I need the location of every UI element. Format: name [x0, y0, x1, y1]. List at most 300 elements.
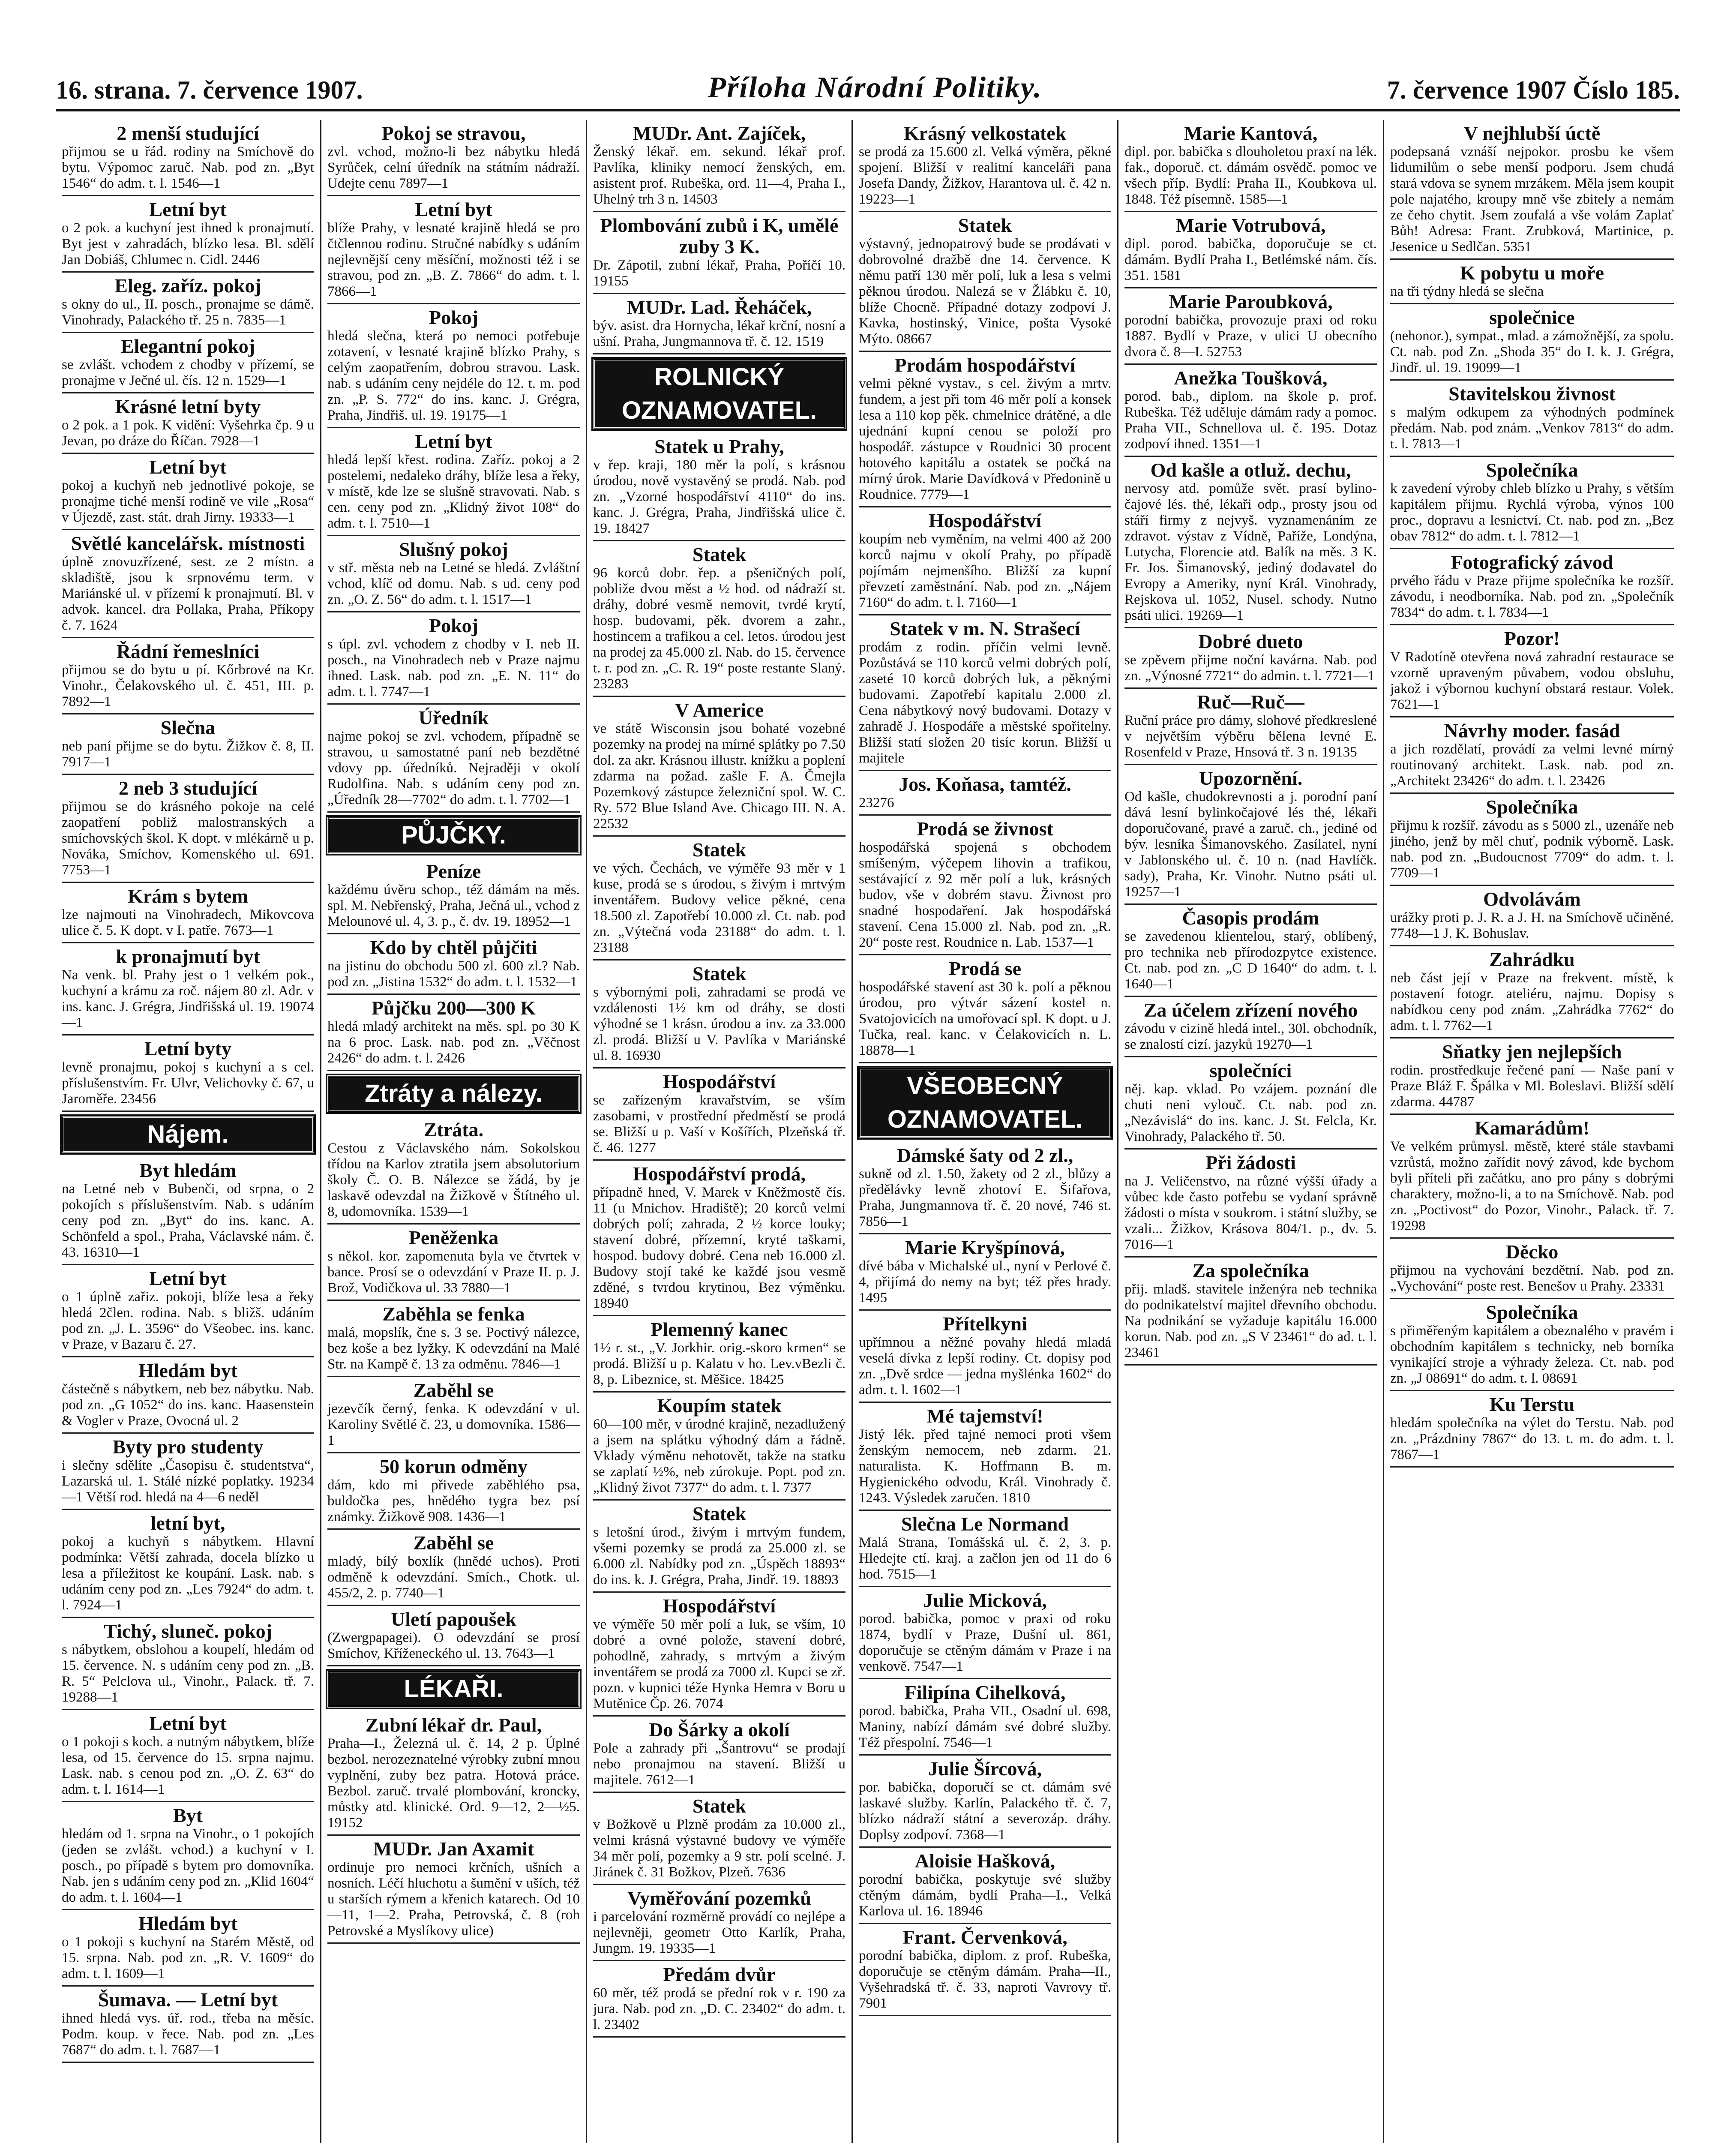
- ad-title: Hospodářství: [663, 1071, 776, 1093]
- classified-ad: [1390, 946, 1674, 1038]
- ad-body: neb paní přijme se do bytu. Žižkov č. 8, II. 7917—1: [62, 738, 314, 770]
- classified-ad: [327, 1836, 580, 1944]
- ad-title: Tichý, sluneč. pokoj: [104, 1620, 272, 1642]
- ad-title: Pokoj se stravou,: [381, 122, 526, 144]
- newspaper-page: [56, 60, 1680, 2143]
- ad-title: Od kašle a otluž. dechu,: [1150, 459, 1351, 481]
- classified-ad: [593, 120, 846, 212]
- column-4: [853, 120, 1118, 2143]
- classified-ad: [1124, 997, 1377, 1057]
- ad-title: Julie Micková,: [923, 1589, 1047, 1611]
- ad-body: na tři týdny hledá se slečna: [1390, 284, 1544, 299]
- ad-title: Pokoj: [429, 615, 478, 636]
- ad-title: Statek u Prahy,: [654, 435, 784, 457]
- ad-title: Hledám byt: [138, 1912, 238, 1934]
- ad-title: Zaběhl se: [413, 1379, 494, 1401]
- column-2: [321, 120, 587, 2143]
- ad-body: najme pokoj se zvl. vchodem, případně se stravou, u samostatné paní neb bezdětné vdovy pp. úředníků. Nejraději v okolí Rudolfina. Nab. s udáním ceny pod zn. „Úředník 28—7702“ do adm. t. l. 7702—1: [327, 729, 580, 807]
- ad-body: porod. bab., diplom. na škole p. prof. Rubeška. Též uděluje dámám rady a pomoc. Praha VII., Schnellova ul. č. 195. Dotaz zodpoví ihned. 1351—1: [1124, 389, 1377, 452]
- ad-title: Hospodářství prodá,: [633, 1163, 806, 1185]
- classified-ad: [327, 1606, 580, 1666]
- ad-title: Šumava. — Letní byt: [98, 1989, 278, 2011]
- ad-body: urážky proti p. J. R. a J. H. na Smíchově učiněné. 7748—1 J. K. Bohuslav.: [1390, 910, 1674, 941]
- ad-title: Jos. Koňasa, tamtéž.: [899, 773, 1071, 795]
- header-left: 16. strana. 7. července 1907.: [56, 76, 363, 104]
- classified-ad: [1390, 717, 1674, 794]
- ad-body: 60 měr, též prodá se přední rok v r. 190 za jura. Nab. pod zn. „D. C. 23402“ do adm. t. l. 23402: [593, 1985, 846, 2032]
- ad-title: MUDr. Jan Axamit: [373, 1838, 534, 1860]
- column-3: [587, 120, 853, 2143]
- ad-title: Krásné letní byty: [115, 396, 261, 417]
- classified-ad: [62, 196, 314, 273]
- ad-title: Zahrádku: [1489, 948, 1575, 970]
- ad-title: Letní byt: [149, 456, 227, 478]
- ad-title: Společníka: [1486, 1301, 1578, 1323]
- ad-title: 2 neb 3 studující: [118, 777, 258, 799]
- ad-title: Slečna Le Normand: [901, 1513, 1069, 1535]
- ad-body: prvého řádu v Praze přijme společníka ke rozšíř. závodu, i neodborníka. Nab. pod zn. „Společník 7834“ do adm. t. l. 7834—1: [1390, 573, 1674, 620]
- classified-ad: [1124, 689, 1377, 765]
- ad-title: Dámské šaty od 2 zl.,: [896, 1144, 1073, 1166]
- ad-body: s někol. kor. zapomenuta byla ve čtvrtek v bance. Prosí se o odevzdání v Praze II. p. J. Brož, Vodičkova ul. 33 7880—1: [327, 1249, 580, 1296]
- ad-title: Upozornění.: [1199, 767, 1303, 789]
- ad-body: Cestou z Václavského nám. Sokolskou třídou na Karlov ztratila jsem absolutorium školy Č. O. B. Nálezce se žádá, by je laskavě odevzdal na Žižkově v Štítného ul. 8, udomovníka. 1539—1: [327, 1141, 580, 1219]
- classified-ad: [62, 333, 314, 393]
- classified-ad: [593, 960, 846, 1068]
- ad-body: na Letné neb v Bubenči, od srpna, o 2 pokojích s příslušenstvím. Nab. s udáním ceny pod zn. „Byt“ do ins. kanc. A. Schönfeld a spol., Praha, Václavské nám. č. 43. 16310—1: [62, 1181, 314, 1260]
- classified-ad: [1390, 457, 1674, 549]
- classified-ad: [1124, 1057, 1377, 1150]
- ad-body: mladý, bílý boxlík (hnědé uchos). Proti odměně k odevzdání. Smích., Chotk. ul. 455/2, 2. p. 7740—1: [327, 1554, 580, 1601]
- ad-title: Frant. Červenková,: [902, 1926, 1067, 1948]
- ad-title: Dobré dueto: [1198, 630, 1303, 652]
- ad-title: Anežka Toušková,: [1174, 367, 1328, 389]
- ad-body: s malým odkupem za výhodných podmínek předám. Nab. pod znám. „Venkov 7813“ do adm. t. l. 7813—1: [1390, 405, 1674, 452]
- classified-ad: [859, 212, 1111, 352]
- ad-body: sukně od zl. 1.50, žakety od 2 zl., blůzy a předělávky levně zhotoví E. Šifařova, Praha, Jungmannova tř. č. 20 nové, 746 st. 7856—1: [859, 1166, 1111, 1229]
- ad-body: hledá mladý architekt na měs. spl. po 30 K na 6 proc. Lask. nab. pod zn. „Věčnost 2426“ do adm. t. l. 2426: [327, 1019, 580, 1066]
- classified-ad: [1390, 549, 1674, 625]
- classified-ad: [1124, 765, 1377, 905]
- ad-body: hledá slečna, která po nemoci potřebuje zotavení, v lesnaté krajině blízko Prahy, s celým zaopatřením, dobrou stravou. Lask. nab. s udáním ceny nejdéle do 12. t. m. pod zn. „P. S. 772“ do ins. kanc. J. Grégra, Praha, Jindřiš. ul. 19. 19175—1: [327, 328, 580, 423]
- classified-ad: [327, 1712, 580, 1836]
- classified-ad: [62, 1434, 314, 1510]
- ad-body: porodní babička, provozuje praxi od roku 1887. Bydlí v Praze, v ulici U obecního dvora č. 8—I. 52753: [1124, 312, 1377, 360]
- classified-ad: [62, 530, 314, 638]
- ad-title: Filipína Cihelková,: [904, 1681, 1066, 1703]
- classified-ad: [1390, 381, 1674, 457]
- ad-title: Letní byt: [415, 198, 492, 220]
- classified-ad: [1390, 304, 1674, 381]
- classified-ad: [859, 1587, 1111, 1679]
- ad-body: o 2 pok. a kuchyní jest ihned k pronajmutí. Byt jest v zahradách, blízko lesa. Bl. sdělí Jan Dobiáš, Chlumec n. Cidl. 2446: [62, 220, 314, 267]
- ad-title: Statek: [692, 1795, 747, 1817]
- ad-body: podepsaná vznáší nejpokor. prosbu ke všem lidumilům o sebe menší podporu. Jsem chudá stará vdova se synem mrzákem. Měla jsem koupit pole najatého, kroupy mně vše zbitely a nemám ze čeho chytit. Jsem zoufalá a vše volám Zaplať Bůh! Adresa: Frant. Zrubková, Martinice, p. Jesenice u Sedlčan. 5351: [1390, 144, 1674, 255]
- classified-ad: [859, 1403, 1111, 1511]
- classified-ad: [859, 120, 1111, 212]
- ad-title: Elegantní pokoj: [120, 335, 255, 357]
- ad-title: Letní byt: [149, 1267, 227, 1289]
- ad-title: Byt: [173, 1804, 203, 1826]
- ad-title: Krám s bytem: [127, 885, 249, 907]
- column-6: [1384, 120, 1680, 2143]
- ad-body: Praha—I., Železná ul. č. 14, 2 p. Úplné bezbol. nerozeznatelné výrobky zubní mnou vyplnění, zuby bez patra. Hotová práce. Bezbol. zaruč. trvalé plombování, kroncky, můstky atd. klinické. Ord. 9—12, 2—½5. 19152: [327, 1736, 580, 1831]
- ad-body: v stř. města neb na Letné se hledá. Zvláštní vchod, klíč od domu. Nab. s ud. ceny pod zn. „O. Z. 56“ do adm. t. l. 1517—1: [327, 560, 580, 607]
- section-heading: Nájem.: [62, 1116, 314, 1153]
- classified-ad: [1124, 212, 1377, 288]
- ad-body: přijmou na vychování bezdětní. Nab. pod zn. „Vychování“ poste rest. Benešov u Prahy. 23331: [1390, 1263, 1674, 1294]
- classified-ad: [593, 1793, 846, 1885]
- section-heading: ROLNICKÝ OZNAMOVATEL.: [593, 359, 846, 429]
- ad-title: Při žádosti: [1205, 1152, 1296, 1174]
- classified-ad: [593, 1316, 846, 1393]
- classified-ad: [859, 507, 1111, 615]
- classified-ad: [1124, 120, 1377, 212]
- ad-body: ve státě Wisconsin jsou bohaté vozebné pozemky na prodej na mírné splátky po 7.50 dol. za akr. Krásnou illustr. knížku a poplení zdarma na požad. zašle F. A. Čmejla Pozemkový zástupce železniční spol. W. C. Ry. 572 Blue Island Ave. Chicago III. N. A. 22532: [593, 721, 846, 831]
- page-header: [56, 60, 1680, 111]
- ad-body: dám, kdo mi přivede zaběhlého psa, buldočka pes, hnědého tygra bez psí známky. Žižkově 908. 1436—1: [327, 1477, 580, 1525]
- ad-body: Jistý lék. před tajné nemoci proti všem ženským nemocem, neb zdarm. 21. naturalista. K. Hoffmann B. m. Hygienického odvodu, Král. Vinohrady č. 1243. Výsledek zaručen. 1810: [859, 1427, 1111, 1506]
- classified-ad: [593, 1501, 846, 1593]
- classified-ad: [62, 454, 314, 530]
- ad-body: zvl. vchod, možno-li bez nábytku hledá Syrůček, celní úředník na státním nádraží. Udejte cenu 7897—1: [327, 144, 580, 191]
- classified-ad: [327, 858, 580, 934]
- ad-body: Ruční práce pro dámy, slohové předkreslené v největším výběru bělena levné E. Rosenfeld v Praze, Hnsová tř. 3 n. 19135: [1124, 713, 1377, 760]
- classified-ad: [593, 541, 846, 697]
- ad-title: Časopis prodám: [1182, 907, 1319, 929]
- ad-title: Statek: [692, 543, 747, 565]
- section-heading: LÉKAŘI.: [327, 1671, 580, 1708]
- ad-body: o 2 pok. a 1 pok. K vidění: Vyšehrka čp. 9 u Jevan, po dráze do Říčan. 7928—1: [62, 417, 314, 449]
- ad-body: hospodářská spojená s obchodem smíšeným, výčepem lihovin a trafikou, sestávající z 92 měr polí a luk, krásných budov, vše v dobrém stavu. Živnost pro snadné hospodaření. Jak hospodářská stavení. Cena 15.000 zl. Nab. pod zn. „R. 20“ poste rest. Roudnice n. Lab. 1537—1: [859, 840, 1111, 950]
- classified-ad: [62, 883, 314, 943]
- classified-ad: [1390, 1115, 1674, 1239]
- ad-body: dipl. por. babička s dlouholetou praxí na lék. fak., doporuč. ct. dámám osvědč. pomoc ve všech příp. Bydlí: Praha II., Koubkova ul. 1848. Též písemně. 1585—1: [1124, 144, 1377, 207]
- ad-body: neb část její v Praze na frekvent. místě, k postavení fotogr. ateliéru, najmu. Dopisy s nabídkou ceny pod znám. „Zahrádka 7762“ do adm. t. l. 7762—1: [1390, 970, 1674, 1033]
- ad-title: Marie Votrubová,: [1175, 214, 1326, 236]
- classified-ad: [859, 1756, 1111, 1848]
- ad-body: Pole a zahrady při „Šantrovu“ se prodají nebo pronajmou na stavení. Bližší u majitele. 7612—1: [593, 1741, 846, 1788]
- ad-title: Ku Terstu: [1489, 1393, 1575, 1415]
- ad-body: částečně s nábytkem, neb bez nábytku. Nab. pod zn. „G 1052“ do ins. kanc. Haasenstein & Vogler v Praze, Ovocná ul. 2: [62, 1381, 314, 1429]
- section-heading: PŮJČKY.: [327, 817, 580, 854]
- ad-body: blíže Prahy, v lesnaté krajině hledá se pro čtčlennou rodinu. Stručné nabídky s udáním nejlevnější ceny měsíční, možnosti též i se stravou, pod zn. „B. Z. 7866“ do adm. t. l. 7866—1: [327, 220, 580, 299]
- ad-title: Julie Šírcová,: [928, 1758, 1042, 1780]
- classified-ad: [327, 1453, 580, 1530]
- ad-title: Letní byty: [144, 1038, 232, 1059]
- ad-body: Od kašle, chudokrevnosti a j. porodní paní dává lesní bylinkočajové lés thé, lékaři doporučované, pravé a zaruč. ch., jediné od býv. lesníka Šimanovského. Zasílatel, nyní v Jablonského ul. č. 10 n. (nad Havlíčk. sady), Praha, Kr. Vinohr. Nutno psáti ul. 19257—1: [1124, 789, 1377, 900]
- ad-body: i parcelování rozměrně provádí co nejlépe a nejlevněji, geometr Otto Karlík, Praha, Jungm. 19. 19335—1: [593, 1909, 846, 1956]
- classified-ad: [62, 1987, 314, 2063]
- classified-ad: [327, 612, 580, 705]
- ad-title: Marie Kantová,: [1184, 122, 1318, 144]
- classified-ad: [1390, 794, 1674, 886]
- ad-title: MUDr. Ant. Zajíček,: [633, 122, 806, 144]
- ad-body: býv. asist. dra Hornycha, lékař krční, nosní a ušní. Praha, Jungmannova tř. č. 12. 1519: [593, 318, 846, 349]
- ad-title: Statek v m. N. Strašecí: [890, 618, 1080, 639]
- classified-ad: [62, 1802, 314, 1910]
- ad-body: Na venk. bl. Prahy jest o 1 velkém pok., kuchyní a krámu za roč. nájem 80 zl. Adr. v ins. kanc. J. Grégra, Jindřišská ul. 19. 19074—1: [62, 967, 314, 1030]
- ad-body: hledám od 1. srpna na Vinohr., o 1 pokojích (jeden se zvlášt. vchod.) a kuchyní v I. posch., po případě s bytem pro domovníka. Nab. jen s udáním ceny pod zn. „Klid 1604“ do adm. t. l. 1604—1: [62, 1826, 314, 1905]
- ad-body: dipl. porod. babička, doporučuje se ct. dámám. Bydlí Praha I., Betlémské nám. čís. 351. 1581: [1124, 236, 1377, 283]
- ad-body: s okny do ul., II. posch., pronajme se dámě. Vinohrady, Palackého tř. 25 n. 7835—1: [62, 297, 314, 328]
- ad-body: v Božkově u Plzně prodám za 10.000 zl., velmi krásná výstavné budovy ve výměře 34 měr polí, pozemky a 9 str. polí scelné. J. Jiránek č. 31 Božkov, Plzeň. 7636: [593, 1817, 846, 1880]
- ad-body: s letošní úrod., živým i mrtvým fundem, všemi pozemky se prodá za 25.000 zl. se 6.000 zl. Nabídky pod zn. „Úspěch 18893“ do ins. k. J. Grégra, Praha, Jindř. 19. 18893: [593, 1525, 846, 1588]
- classified-ad: [327, 1225, 580, 1301]
- ad-body: přijmou se do bytu u pí. Kőrbrové na Kr. Vinohr., Čelakovského ul. č. 451, III. p. 7892—1: [62, 662, 314, 709]
- classified-ad: [859, 1311, 1111, 1403]
- ad-body: levně pronajmu, pokoj s kuchyní a s cel. příslušenstvím. Fr. Ulvr, Velichovky č. 67, u Jaroměře. 23456: [62, 1059, 314, 1107]
- ad-body: o 1 pokoji s koch. a nutným nábytkem, blíže lesa, od 15. července do 15. srpna najmu. Lask. nab. s cenou pod zn. „O. Z. 63“ do adm. t. l. 1614—1: [62, 1734, 314, 1797]
- ad-body: výstavný, jednopatrový bude se prodávati v dobrovolné dražbě dne 14. července. K němu patří 130 měr polí, luk a lesa s velmi pěknou úrodou. Nalezá se v Žlábku č. 10, blíže Chocně. Případné dotazy zodpoví J. Kavka, hostinský, Vinice, pošta Vysoké Mýto. 08667: [859, 236, 1111, 347]
- classified-ad: [859, 1234, 1111, 1311]
- classified-ad: [62, 714, 314, 775]
- classified-ad: [859, 816, 1111, 955]
- classified-ad: [593, 837, 846, 960]
- ad-title: K pobytu u moře: [1460, 262, 1604, 284]
- ad-title: Řádní řemeslníci: [116, 640, 260, 662]
- ad-title: Pokoj: [429, 306, 478, 328]
- ad-body: hledá lepší křest. rodina. Zaříz. pokoj a 2 postelemi, nedaleko dráhy, blíže lesa a řeky, v místě, kde lze se slušně stravovati. Nab. s cen. ceny pod zn. „Klidný život 108“ do adm. t. l. 7510—1: [327, 452, 580, 531]
- ad-title: Statek: [692, 1503, 747, 1525]
- ad-title: Předám dvůr: [663, 1963, 776, 1985]
- ad-title: Pozor!: [1504, 627, 1560, 649]
- ad-title: Statek: [692, 963, 747, 984]
- ad-body: prodám z rodin. příčin velmi levně. Pozůstává se 110 korců velmi dobrých polí, zaseté 10 korců dobrých luk, a pěknými budovami. Zapotřebí kapitalu 2.000 zl. Cena nábytkový nový budovami. Dotazy v zahradě J. Hospodáře a městské spořitelny. Bližší statí složen 20 tisíc korun. Bližší u majitele: [859, 639, 1111, 766]
- ad-title: společnice: [1489, 306, 1575, 328]
- ad-body: se zpěvem přijme noční kavárna. Nab. pod zn. „Výnosné 7721“ do admin. t. l. 7721—1: [1124, 652, 1377, 684]
- ad-body: přijmou se do krásného pokoje na celé zaopatření pobliž malostranských a smíchovských škol. K dopt. v mlékárně u p. Nováka, Smíchov, Komenského ul. 691. 7753—1: [62, 799, 314, 878]
- classified-ad: [62, 393, 314, 454]
- ad-title: Prodá se: [948, 957, 1022, 979]
- ad-title: společníci: [1209, 1059, 1292, 1081]
- ad-title: Letní byt: [149, 198, 227, 220]
- ad-title: Mé tajemství!: [926, 1405, 1043, 1427]
- classified-ad: [62, 1618, 314, 1710]
- ad-body: na J. Veličenstvo, na různé výšší úřady a vůbec kde často potřebu se vydaní správně žádosti o místa v soukrom. i státní služby, se vzali... Žižkov, Krásova 804/1. p., dv. 5. 7016—1: [1124, 1174, 1377, 1252]
- classified-ad: [593, 1961, 846, 2038]
- ad-title: Marie Paroubková,: [1169, 291, 1333, 312]
- classified-ad: [62, 1910, 314, 1987]
- ad-title: Společníka: [1486, 796, 1578, 818]
- classified-ad: [1124, 1258, 1377, 1366]
- classified-ad: [327, 196, 580, 304]
- classified-ad: [1390, 1038, 1674, 1115]
- ad-body: porod. babička, Praha VII., Osadní ul. 698, Maniny, nabízí dámám své dobré služby. Též přespolní. 7546—1: [859, 1703, 1111, 1750]
- ad-title: Přítelkyni: [943, 1313, 1027, 1335]
- classified-ad: [62, 1035, 314, 1112]
- ad-body: V Radotíně otevřena nová zahradní restaurace se vzorně upraveným půvabem, vodou obsluhu, jakož i výbornou kuchyní obstará restaur. Volek. 7621—1: [1390, 649, 1674, 712]
- ad-title: 2 menší studující: [117, 122, 259, 144]
- ad-title: Fotografický závod: [1451, 551, 1613, 573]
- ad-body: se zvlášt. vchodem z chodby v přízemí, se pronajme v Ječné ul. čís. 12 n. 1529—1: [62, 357, 314, 388]
- header-title: Příloha Národní Politiky.: [708, 71, 1042, 104]
- ad-title: k pronajmutí byt: [116, 945, 260, 967]
- classified-columns: [56, 120, 1680, 2143]
- ad-title: Statek: [958, 214, 1012, 236]
- ad-title: Společníka: [1486, 459, 1578, 481]
- classified-ad: [1390, 260, 1674, 304]
- ad-body: s úpl. zvl. vchodem z chodby v I. neb II. posch., na Vinohradech neb v Praze najmu ihned. Lask. nab. pod zn. „E. N. 11“ do adm. t. l. 7747—1: [327, 636, 580, 699]
- ad-body: porodní babička, diplom. z prof. Rubeška, doporučuje se ctěným dámám. Praha—II., Vyšehradská tř. č. 33, naproti Vavrovy tř. 7901: [859, 1948, 1111, 2011]
- classified-ad: [593, 294, 846, 354]
- ad-title: Světlé kancelářsk. místnosti: [71, 532, 305, 554]
- ad-body: s přiměřeným kapitálem a obeznalého v pravém i obchodním kapitálem s technicky, neb borníka vynikající stroje a výhrady železa. Ct. nab. pod zn. „J 08691“ do adm. t. l. 08691: [1390, 1323, 1674, 1386]
- ad-title: Ruč—Ruč—: [1197, 691, 1304, 713]
- ad-title: Stavitelskou živnost: [1448, 383, 1616, 405]
- ad-title: Do Šárky a okolí: [649, 1719, 790, 1741]
- classified-ad: [1390, 625, 1674, 717]
- ad-title: Kdo by chtěl půjčiti: [370, 936, 537, 958]
- ad-title: V nejhlubší úctě: [1463, 122, 1601, 144]
- header-right: 7. července 1907 Číslo 185.: [1387, 76, 1680, 104]
- ad-body: rodin. prostředkuje řečené paní — Naše paní v Praze Bláž F. Špálka v Ml. Boleslavi. Bližší sdělí zdarma. 44787: [1390, 1062, 1674, 1110]
- ad-body: hledám společníka na výlet do Terstu. Nab. pod zn. „Prázdniny 7867“ do 13. t. m. do adm. t. l. 7867—1: [1390, 1415, 1674, 1462]
- ad-title: letní byt,: [150, 1512, 225, 1534]
- classified-ad: [1390, 120, 1674, 260]
- section-heading: Ztráty a nálezy.: [327, 1075, 580, 1112]
- classified-ad: [1390, 1299, 1674, 1391]
- ad-title: Ztráta.: [423, 1119, 484, 1141]
- classified-ad: [62, 638, 314, 714]
- classified-ad: [62, 1510, 314, 1618]
- classified-ad: [327, 934, 580, 995]
- classified-ad: [327, 304, 580, 428]
- classified-ad: [859, 1142, 1111, 1234]
- classified-ad: [859, 1679, 1111, 1756]
- classified-ad: [62, 273, 314, 333]
- ad-title: Krásný velkostatek: [903, 122, 1067, 144]
- ad-title: Návrhy moder. fasád: [1444, 720, 1620, 741]
- ad-title: Byty pro studenty: [112, 1436, 264, 1458]
- ad-title: Sňatky jen nejlepších: [1442, 1041, 1622, 1062]
- classified-ad: [1124, 1150, 1377, 1258]
- classified-ad: [327, 536, 580, 612]
- classified-ad: [593, 1393, 846, 1501]
- ad-body: k zavedení výroby chleb blízko u Prahy, s větším kapitálem přijmu. Rychlá výroba, výnos 100 proc., dopravu a lesnictví. Ct. nab. pod zn. „Bez obav 7812“ do adm. t. l. 7812—1: [1390, 481, 1674, 544]
- ad-body: jezevčík černý, fenka. K odevzdání v ul. Karoliny Světlé č. 23, u domovníka. 1586—1: [327, 1401, 580, 1448]
- ad-title: Hospodářství: [928, 510, 1042, 531]
- ad-body: se prodá za 15.600 zl. Velká výměra, pěkné spojení. Bližší v realitní kanceláři pana Josefa Dandy, Žižkov, Harantova ul. č. 42 n. 19223—1: [859, 144, 1111, 207]
- ad-body: nervosy atd. pomůže svět. prasí bylino-čajové lés. thé, lékaři odp., prosty jsou od stáří firmy z nejvyš. vyznamenáním ze zdravot. výstav z Vídně, Paříže, Londýna, Lutycha, Florencie atd. Balík na měs. 3 K. Fr. Jos. Šimanovský, jediný dodavatel do Evropy a Ameriky, nyní Král. Vinohrady, Rejskova ul. 1052, Nusel. schody. Nutno psáti ulici. 19269—1: [1124, 481, 1377, 623]
- classified-ad: [593, 212, 846, 294]
- ad-title: Hledám byt: [138, 1360, 238, 1381]
- ad-title: Letní byt: [149, 1712, 227, 1734]
- classified-ad: [859, 771, 1111, 816]
- ad-title: Odvolávám: [1483, 888, 1581, 910]
- section-heading: VŠEOBECNÝ OZNAMOVATEL.: [859, 1068, 1111, 1138]
- classified-ad: [1124, 628, 1377, 689]
- ad-title: Vyměřování pozemků: [627, 1887, 811, 1909]
- classified-ad: [62, 943, 314, 1035]
- classified-ad: [859, 1511, 1111, 1587]
- ad-body: se zavedenou klientelou, starý, oblíbený, pro technika neb přírodozpytce existence. Ct. nab. pod zn. „C D 1640“ do adm. t. l. 1640—1: [1124, 929, 1377, 992]
- ad-body: se zařízeným kravařstvím, se vším zasobami, v prostřední předměstí se prodá se. Bližší u p. Vaší v Košířích, Plzeňská tř. č. 46. 1277: [593, 1093, 846, 1156]
- ad-title: MUDr. Lad. Řeháček,: [627, 296, 812, 318]
- ad-body: úplně znovuzřízené, sest. ze 2 místn. a skladiště, jsou k srpnovému term. v Mariánské ul. v přízemí k pronajmutí. Bl. v advok. kancel. dra Pollaka, Praha, Příkopy č. 7. 1624: [62, 554, 314, 633]
- ad-title: V Americe: [675, 699, 764, 721]
- ad-title: Plemenný kanec: [651, 1318, 788, 1340]
- ad-body: ihned hledá vys. úř. rod., třeba na měsíc. Podm. koup. v řece. Nab. pod zn. „Les 7687“ do adm. t. l. 7687—1: [62, 2011, 314, 2058]
- classified-ad: [327, 1530, 580, 1606]
- ad-title: Za společníka: [1192, 1260, 1309, 1282]
- ad-title: Slečna: [160, 717, 216, 738]
- ad-title: Letní byt: [415, 430, 492, 452]
- ad-body: přij. mladš. stavitele inženýra neb technika do podnikatelství majitel dřevního obchodu. Na podnikání se vyžaduje kapitálu 16.000 korun. Nab. pod zn. „S V 23461“ do ad. t. l. 23461: [1124, 1282, 1377, 1360]
- classified-ad: [593, 1885, 846, 1961]
- classified-ad: [593, 1161, 846, 1316]
- classified-ad: [1124, 905, 1377, 997]
- ad-title: 50 korun odměny: [379, 1456, 528, 1477]
- ad-title: Kamarádům!: [1474, 1117, 1590, 1139]
- classified-ad: [62, 1710, 314, 1802]
- ad-title: Zaběhl se: [413, 1532, 494, 1554]
- classified-ad: [593, 1717, 846, 1793]
- ad-title: Plombování zubů i K, umělé zuby 3 K.: [600, 214, 839, 258]
- ad-body: i slečny sdělíte „Časopisu č. studentstva“, Lazarská ul. 1. Stálé nízké poplatky. 19234—1 Větší rod. hledá na 4—6 neděl: [62, 1458, 314, 1505]
- ad-body: a jich rozdělatí, provádí za velmi levné mírný routinovaný architekt. Lask. nab. pod zn. „Architekt 23426“ do adm. t. l. 23426: [1390, 741, 1674, 789]
- classified-ad: [593, 1068, 846, 1161]
- classified-ad: [1390, 1391, 1674, 1468]
- classified-ad: [859, 615, 1111, 771]
- column-1: [56, 120, 321, 2143]
- ad-title: Zaběhla se fenka: [382, 1303, 525, 1325]
- ad-title: Děcko: [1505, 1241, 1559, 1263]
- ad-body: pokoj a kuchyň s nábytkem. Hlavní podmínka: Větší zahrada, docela blízko u lesa a příležitost ke koupání. Lask. nab. s udáním ceny pod zn. „Les 7924“ do adm. t. l. 7924—1: [62, 1534, 314, 1613]
- classified-ad: [859, 955, 1111, 1063]
- ad-body: (nehonor.), sympat., mlad. a zámožnější, za spolu. Ct. nab. pod Zn. „Shoda 35“ do I. k. J. Grégra, Jindř. ul. 19. 19099—1: [1390, 328, 1674, 375]
- ad-body: v řep. kraji, 180 měr la polí, s krásnou úrodou, nově vystavěný se prodá. Nab. pod zn. „Vzorné hospodářství 4110“ do ins. kanc. J. Grégra, Praha, Jindřišská ulice č. 19. 18427: [593, 457, 846, 536]
- ad-title: Koupím statek: [657, 1395, 782, 1417]
- ad-title: Půjčku 200—300 K: [371, 997, 536, 1019]
- classified-ad: [1390, 1239, 1674, 1299]
- classified-ad: [1124, 457, 1377, 628]
- ad-title: Peníze: [426, 860, 481, 882]
- ad-title: Prodám hospodářství: [894, 354, 1076, 376]
- classified-ad: [1124, 288, 1377, 365]
- ad-body: Dr. Zápotil, zubní lékař, Praha, Poříčí 10. 19155: [593, 258, 846, 289]
- ad-body: 23276: [859, 795, 894, 810]
- classified-ad: [593, 1593, 846, 1717]
- classified-ad: [327, 1117, 580, 1225]
- ad-body: 60—100 měr, v úrodné krajině, nezadlužený a jsem na splátku výhodný dám a řádně. Vklady výměnu nehotovět, takže na statku se zaplatí ½%, neb zúrokuje. Popt. pod zn. „Klidný život 7377“ do adm. t. l. 7377: [593, 1417, 846, 1495]
- ad-body: (Zwergpapagei). O odevzdání se prosí Smíchov, Kříženeckého ul. 13. 7643—1: [327, 1630, 580, 1661]
- classified-ad: [859, 1848, 1111, 1924]
- ad-body: ordinuje pro nemoci krčních, ušních a nosních. Léčí hluchotu a šumění v uších, též u starších rýmem a křenich katarech. Od 10—11, 1—2. Praha, Petrovská, č. 8 (roh Petrovské a Myslíkovy ulice): [327, 1860, 580, 1939]
- classified-ad: [62, 1157, 314, 1265]
- ad-title: Marie Kryšpínová,: [905, 1237, 1065, 1258]
- ad-body: koupím neb vyměním, na velmi 400 až 200 korců najmu v okolí Prahy, po případě pojímám nejmenšího. Bližší za kupní převzetí zaměstnání. Nab. pod zn. „Nájem 7160“ do adm. t. l. 7160—1: [859, 531, 1111, 610]
- ad-title: Aloisie Hašková,: [914, 1850, 1055, 1872]
- ad-body: s výbornými poli, zahradami se prodá ve vzdálenosti 1½ km od dráhy, se dosti výhodné se 1 krásn. úrodou a inv. za 33.000 zl. prodá. Bližší u V. Pavlíka v Mariánské ul. 8. 16930: [593, 984, 846, 1063]
- ad-body: porodní babička, poskytuje své služby ctěným dámám, bydlí Praha—I., Velká Karlova ul. 16. 18946: [859, 1872, 1111, 1919]
- classified-ad: [859, 352, 1111, 507]
- classified-ad: [1124, 365, 1377, 457]
- ad-body: velmi pěkné vystav., s cel. živým a mrtv. fundem, a jest při tom 46 měr polí a konsek lesa a 110 kop pěk. chmelnice drátěné, a dle ujednání kupní cenou se položí pro hospodář. zástupce v Roudnici 30 procent hotového kapitálu a ostatek se počká na mírný úrok. Marie Davídková v Předonině u Roudnice. 7779—1: [859, 376, 1111, 502]
- ad-body: na jistinu do obchodu 500 zl. 600 zl.? Nab. pod zn. „Jistina 1532“ do adm. t. l. 1532—1: [327, 958, 580, 990]
- ad-body: 96 korců dobr. řep. a pšeničných polí, pobliže dvou měst a ½ hod. od nádraží st. dráhy, dobré vesmě nemovit, tvrdé krytí, hosp. budovami, pěk. dvorem a zahr., hostincem a trafikou a cel. letos. úrodou jest na prodej za 45.000 zl. Nab. do 15. července t. r. pod zn. „C. R. 19“ poste restante Slaný. 23283: [593, 565, 846, 692]
- ad-body: přijmu k rozšíř. závodu as s 5000 zl., uzenáře neb jiného, jenž by měl chuť, podnik výborně. Lask. nab. pod zn. „Budoucnost 7709“ do adm. t. l. 7709—1: [1390, 818, 1674, 881]
- ad-body: s nábytkem, obslohou a koupelí, hledám od 15. července. N. s udáním ceny pod zn. „B. R. 5“ Pelclova ul., Vinohr., Palack. tř. 7. 19288—1: [62, 1642, 314, 1705]
- ad-body: případně hned, V. Marek v Kněžmostě čís. 11 (u Mnichov. Hradiště); 20 korců velmi dobrých polí; zahrada, 2 ½ korce louky; stavení dobré, přízemní, kryté taškami, hospod. budovy dobré. Cena neb 16.000 zl. Budovy stojí také ke každé jsou vesmě zděné, s tvrdou krytinou, Bez výměnku. 18940: [593, 1185, 846, 1311]
- ad-title: Úředník: [418, 707, 489, 729]
- classified-ad: [327, 428, 580, 536]
- classified-ad: [62, 1265, 314, 1357]
- ad-body: por. babička, doporučí se ct. dámám své laskavé služby. Karlín, Palackého tř. č. 7, blízko nádraží státní a severozáp. dráhy. Doplsy zodpoví. 7368—1: [859, 1780, 1111, 1843]
- ad-body: ve výměře 50 měr polí a luk, se vším, 10 dobré a ovné polože, stavení dobré, pohodlně, zahrady, s mrtvým a živým inventářem se prodá za 7000 zl. Kupci se zř. pozn. v kupnici téže Hynka Hemra v Boru u Mutěnice Čp. 26. 7074: [593, 1617, 846, 1711]
- ad-body: o 1 pokoji s kuchyní na Starém Městě, od 15. srpna. Nab. pod zn. „R. V. 1609“ do adm. t. l. 1609—1: [62, 1934, 314, 1981]
- ad-title: Prodá se živnost: [917, 818, 1053, 840]
